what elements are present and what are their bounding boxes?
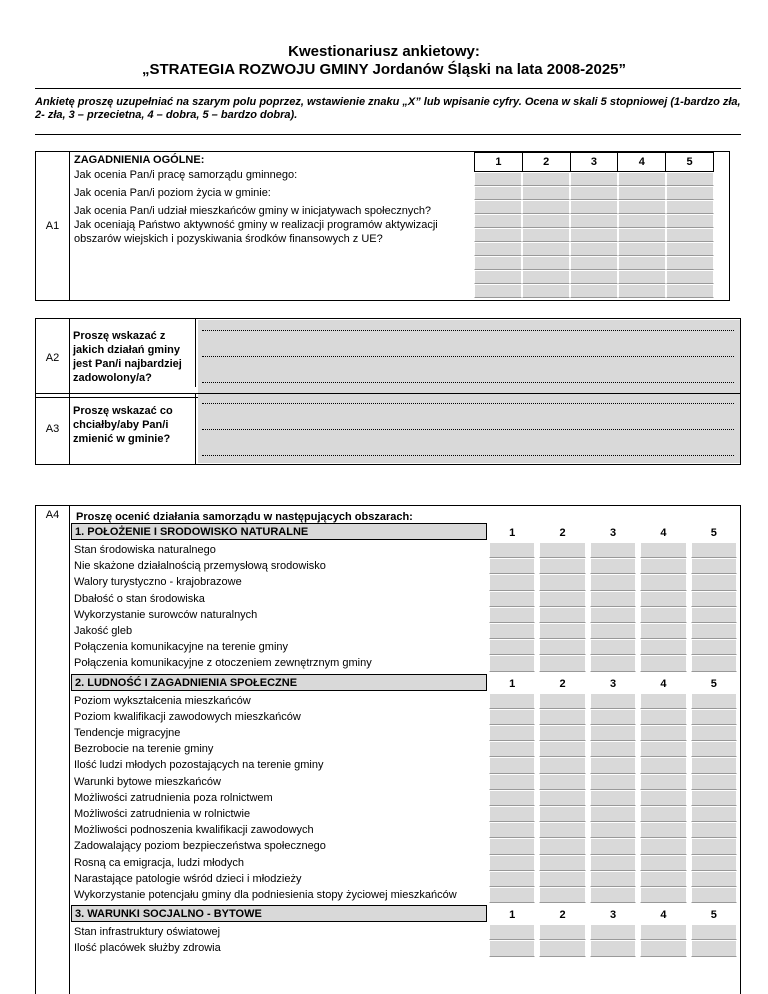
scale-number: 2 <box>559 527 566 539</box>
answer-cell[interactable] <box>522 186 570 200</box>
rating-cell[interactable] <box>590 822 636 838</box>
rating-cell[interactable] <box>539 871 585 887</box>
rating-row <box>487 774 739 790</box>
answer-cell[interactable] <box>618 284 666 298</box>
rating-cell[interactable] <box>489 623 535 639</box>
rating-cell[interactable] <box>590 542 636 558</box>
answer-cell[interactable] <box>666 256 714 270</box>
rating-item-label: Nie skażone działalnością przemysłową srodowisko <box>74 560 326 573</box>
rating-item-label: Połączenia komunikacyjne na terenie gminy <box>74 641 289 654</box>
answer-cell[interactable] <box>522 270 570 284</box>
answer-cell[interactable] <box>570 256 618 270</box>
rating-cell[interactable] <box>489 774 535 790</box>
a1-question: Jak ocenia Pan/i udział mieszkańców gminy w inicjatywach społecznych? <box>74 205 432 217</box>
answer-cell[interactable] <box>618 242 666 256</box>
rating-item-label: Możliwości zatrudnienia poza rolnictwem <box>74 791 273 804</box>
rating-cell[interactable] <box>590 806 636 822</box>
answer-cell[interactable] <box>570 284 618 298</box>
rating-item-label: Ilość ludzi młodych pozostających na terenie gminy <box>74 759 324 772</box>
rating-item-label: Jakość gleb <box>74 625 133 637</box>
rating-item-label: Dbałość o stan środowiska <box>74 592 205 605</box>
rating-cell[interactable] <box>539 887 585 903</box>
answer-cell[interactable] <box>522 242 570 256</box>
rating-row <box>487 542 739 558</box>
rating-cell[interactable] <box>489 709 535 725</box>
scale-number: 2 <box>559 909 566 922</box>
scale-number: 4 <box>660 677 667 690</box>
rating-cell[interactable] <box>590 639 636 655</box>
rating-cell[interactable] <box>590 607 636 623</box>
a1-answer-grid[interactable] <box>474 172 714 298</box>
rating-cell[interactable] <box>489 887 535 903</box>
answer-row <box>474 242 714 256</box>
scale-number: 1 <box>509 677 516 690</box>
scale-4: 4 <box>618 153 666 171</box>
answer-cell[interactable] <box>666 214 714 228</box>
a3-answer-field[interactable] <box>198 395 740 463</box>
rating-item-label: Wykorzystanie potencjału gminy dla podniesienia stopy życiowej mieszkańców <box>74 889 457 901</box>
rating-cell[interactable] <box>691 542 737 558</box>
answer-cell[interactable] <box>522 200 570 214</box>
rating-row <box>487 822 739 838</box>
answer-line[interactable] <box>202 455 734 456</box>
rating-cell[interactable] <box>590 757 636 773</box>
rating-cell[interactable] <box>489 591 535 607</box>
divider <box>35 88 741 89</box>
scale-number: 1 <box>509 909 516 922</box>
answer-cell[interactable] <box>570 200 618 214</box>
a1-question: Jak ocenia Pan/i pracę samorządu gminnego: <box>74 169 298 181</box>
rating-cell[interactable] <box>539 774 585 790</box>
rating-item-label: Zadowalający poziom bezpieczeństwa społecznego <box>74 840 326 853</box>
rating-item-label: Warunki bytowe mieszkańców <box>74 775 221 788</box>
rating-cell[interactable] <box>590 709 636 725</box>
rating-row <box>487 623 739 639</box>
rating-cell[interactable] <box>640 558 686 574</box>
rating-cell[interactable] <box>691 639 737 655</box>
answer-line[interactable] <box>202 356 734 357</box>
answer-cell[interactable] <box>570 186 618 200</box>
rating-cell[interactable] <box>539 542 585 558</box>
rating-cell[interactable] <box>590 790 636 806</box>
answer-row <box>474 284 714 298</box>
rating-item-label: Połączenia komunikacyjne z otoczeniem zewnętrznym gminy <box>74 657 372 670</box>
answer-cell[interactable] <box>570 242 618 256</box>
divider <box>35 134 741 135</box>
section-title: 2. LUDNOŚĆ I ZAGADNIENIA SPOŁECZNE <box>71 674 487 691</box>
rating-cell[interactable] <box>640 542 686 558</box>
rating-cell[interactable] <box>590 924 636 940</box>
a2-label: A2 <box>36 319 70 397</box>
answer-cell[interactable] <box>618 200 666 214</box>
a1-box <box>35 151 730 301</box>
a1-scale-header <box>474 152 714 172</box>
rating-cell[interactable] <box>489 607 535 623</box>
rating-cell[interactable] <box>590 838 636 854</box>
answer-cell[interactable] <box>666 228 714 242</box>
scale-number: 1 <box>509 527 516 539</box>
page-title: Kwestionariusz ankietowy: <box>288 43 480 60</box>
answer-cell[interactable] <box>474 242 522 256</box>
section-scale-header <box>487 909 739 921</box>
rating-item-label: Rosną ca emigracja, ludzi młodych <box>74 856 244 869</box>
rating-cell[interactable] <box>489 558 535 574</box>
answer-cell[interactable] <box>618 256 666 270</box>
rating-row <box>487 757 739 773</box>
scale-2: 2 <box>523 153 571 171</box>
rating-row <box>487 607 739 623</box>
answer-row <box>474 214 714 228</box>
rating-cell[interactable] <box>691 591 737 607</box>
rating-cell[interactable] <box>590 774 636 790</box>
rating-cell[interactable] <box>691 774 737 790</box>
rating-cell[interactable] <box>489 542 535 558</box>
rating-cell[interactable] <box>640 871 686 887</box>
rating-cell[interactable] <box>539 757 585 773</box>
rating-cell[interactable] <box>590 591 636 607</box>
rating-cell[interactable] <box>691 790 737 806</box>
rating-row <box>487 574 739 590</box>
answer-cell[interactable] <box>474 214 522 228</box>
rating-cell[interactable] <box>539 924 585 940</box>
rating-cell[interactable] <box>691 623 737 639</box>
scale-number: 2 <box>559 677 566 690</box>
answer-row <box>474 172 714 186</box>
answer-cell[interactable] <box>666 242 714 256</box>
rating-cell[interactable] <box>539 940 585 956</box>
rating-cell[interactable] <box>489 822 535 838</box>
rating-row <box>487 940 739 956</box>
rating-cell[interactable] <box>640 741 686 757</box>
rating-cell[interactable] <box>640 940 686 956</box>
rating-cell[interactable] <box>640 607 686 623</box>
rating-cell[interactable] <box>539 655 585 671</box>
rating-item-label: Możliwości zatrudnienia w rolnictwie <box>74 808 251 820</box>
rating-cell[interactable] <box>640 806 686 822</box>
answer-cell[interactable] <box>570 172 618 186</box>
rating-cell[interactable] <box>590 558 636 574</box>
rating-row <box>487 838 739 854</box>
rating-row <box>487 693 739 709</box>
scale-5: 5 <box>686 156 693 168</box>
rating-row <box>487 655 739 671</box>
answer-cell[interactable] <box>618 228 666 242</box>
rating-cell[interactable] <box>640 855 686 871</box>
answer-cell[interactable] <box>474 172 522 186</box>
a3-label: A3 <box>36 394 70 464</box>
rating-cell[interactable] <box>539 623 585 639</box>
rating-cell[interactable] <box>539 607 585 623</box>
rating-cell[interactable] <box>640 757 686 773</box>
rating-cell[interactable] <box>590 940 636 956</box>
rating-cell[interactable] <box>539 790 585 806</box>
a3-question: Proszę wskazać co chciałby/aby Pan/i zmienić w gminie? <box>71 394 196 464</box>
rating-item-label: Walory turystyczno - krajobrazowe <box>74 576 242 589</box>
rating-cell[interactable] <box>590 693 636 709</box>
rating-cell[interactable] <box>590 623 636 639</box>
a2-box <box>35 318 741 398</box>
answer-cell[interactable] <box>666 172 714 186</box>
rating-cell[interactable] <box>691 940 737 956</box>
rating-row <box>487 639 739 655</box>
answer-cell[interactable] <box>474 200 522 214</box>
section-title: 1. POŁOŻENIE I SRODOWISKO NATURALNE <box>71 523 487 540</box>
rating-cell[interactable] <box>489 838 535 854</box>
rating-cell[interactable] <box>590 855 636 871</box>
rating-cell[interactable] <box>691 822 737 838</box>
rating-cell[interactable] <box>590 887 636 903</box>
a2-question: Proszę wskazać z jakich działań gminy jest Pan/i najbardziej zadowolony/a? <box>71 319 196 387</box>
section-title: 3. WARUNKI SOCJALNO - BYTOWE <box>71 905 487 922</box>
answer-cell[interactable] <box>570 270 618 284</box>
rating-cell[interactable] <box>691 757 737 773</box>
a1-label: A1 <box>36 152 70 300</box>
rating-cell[interactable] <box>640 822 686 838</box>
rating-cell[interactable] <box>640 693 686 709</box>
rating-cell[interactable] <box>489 940 535 956</box>
page-subtitle: „STRATEGIA ROZWOJU GMINY Jordanów Śląski na lata 2008-2025” <box>141 61 627 78</box>
answer-cell[interactable] <box>570 214 618 228</box>
answer-cell[interactable] <box>474 284 522 298</box>
rating-cell[interactable] <box>691 709 737 725</box>
answer-cell[interactable] <box>522 214 570 228</box>
answer-line[interactable] <box>202 330 734 331</box>
rating-item-label: Możliwości podnoszenia kwalifikacji zawodowych <box>74 824 314 837</box>
rating-cell[interactable] <box>691 924 737 940</box>
rating-cell[interactable] <box>691 655 737 671</box>
rating-row <box>487 725 739 741</box>
rating-cell[interactable] <box>640 924 686 940</box>
answer-cell[interactable] <box>474 228 522 242</box>
rating-cell[interactable] <box>489 639 535 655</box>
scale-number: 4 <box>660 909 667 922</box>
rating-cell[interactable] <box>691 806 737 822</box>
answer-row <box>474 228 714 242</box>
rating-cell[interactable] <box>539 639 585 655</box>
rating-row <box>487 887 739 903</box>
rating-cell[interactable] <box>691 558 737 574</box>
rating-cell[interactable] <box>489 924 535 940</box>
answer-cell[interactable] <box>474 256 522 270</box>
rating-cell[interactable] <box>489 790 535 806</box>
rating-cell[interactable] <box>539 558 585 574</box>
rating-cell[interactable] <box>691 741 737 757</box>
answer-cell[interactable] <box>570 228 618 242</box>
a2-answer-field[interactable] <box>198 320 740 396</box>
rating-cell[interactable] <box>640 655 686 671</box>
rating-item-label: Poziom kwalifikacji zawodowych mieszkańców <box>74 710 301 723</box>
answer-row <box>474 256 714 270</box>
rating-cell[interactable] <box>691 871 737 887</box>
rating-cell[interactable] <box>590 725 636 741</box>
rating-cell[interactable] <box>489 806 535 822</box>
rating-cell[interactable] <box>640 725 686 741</box>
rating-cell[interactable] <box>590 574 636 590</box>
rating-cell[interactable] <box>640 887 686 903</box>
answer-cell[interactable] <box>666 284 714 298</box>
answer-cell[interactable] <box>666 270 714 284</box>
rating-item-label: Stan infrastruktury oświatowej <box>74 926 221 939</box>
rating-cell[interactable] <box>539 693 585 709</box>
rating-cell[interactable] <box>590 871 636 887</box>
rating-cell[interactable] <box>539 574 585 590</box>
rating-row <box>487 591 739 607</box>
rating-row <box>487 741 739 757</box>
rating-item-label: Tendencje migracyjne <box>74 727 181 739</box>
answer-cell[interactable] <box>618 214 666 228</box>
rating-cell[interactable] <box>539 741 585 757</box>
rating-cell[interactable] <box>489 693 535 709</box>
rating-cell[interactable] <box>539 838 585 854</box>
rating-item-label: Bezrobocie na terenie gminy <box>74 743 214 756</box>
rating-cell[interactable] <box>489 655 535 671</box>
a4-label: A4 <box>36 506 70 994</box>
a4-intro: Proszę ocenić działania samorządu w następujących obszarach: <box>76 511 413 523</box>
rating-cell[interactable] <box>691 838 737 854</box>
rating-cell[interactable] <box>489 757 535 773</box>
rating-row <box>487 871 739 887</box>
scale-1: 1 <box>475 153 523 171</box>
rating-item-label: Poziom wykształcenia mieszkańców <box>74 694 251 707</box>
scale-number: 5 <box>710 909 717 922</box>
rating-row <box>487 709 739 725</box>
scale-number: 5 <box>710 677 717 690</box>
rating-cell[interactable] <box>489 871 535 887</box>
answer-cell[interactable] <box>618 172 666 186</box>
a1-question: Jak ocenia Pan/i poziom życia w gminie: <box>74 187 271 199</box>
answer-cell[interactable] <box>522 256 570 270</box>
rating-cell[interactable] <box>640 790 686 806</box>
rating-cell[interactable] <box>640 574 686 590</box>
rating-item-label: Ilość placówek służby zdrowia <box>74 942 221 955</box>
answer-line[interactable] <box>202 403 734 404</box>
rating-row <box>487 558 739 574</box>
rating-cell[interactable] <box>590 655 636 671</box>
rating-item-label: Wykorzystanie surowców naturalnych <box>74 608 258 621</box>
answer-cell[interactable] <box>666 186 714 200</box>
a1-question: Jak oceniają Państwo aktywność gminy w realizacji programów aktywizacji obszarów wiejskich i pozyskiwania środków finansowych z UE? <box>74 219 438 245</box>
answer-line[interactable] <box>202 429 734 430</box>
rating-cell[interactable] <box>691 887 737 903</box>
answer-cell[interactable] <box>618 270 666 284</box>
rating-cell[interactable] <box>640 709 686 725</box>
answer-row <box>474 270 714 284</box>
rating-cell[interactable] <box>640 591 686 607</box>
rating-cell[interactable] <box>539 806 585 822</box>
scale-number: 3 <box>609 677 617 690</box>
answer-row <box>474 186 714 200</box>
answer-cell[interactable] <box>522 284 570 298</box>
rating-cell[interactable] <box>691 693 737 709</box>
rating-item-label: Narastające patologie wśród dzieci i młodzieży <box>74 872 302 885</box>
rating-cell[interactable] <box>539 822 585 838</box>
rating-cell[interactable] <box>691 574 737 590</box>
section-scale-header <box>487 527 739 539</box>
answer-line[interactable] <box>202 382 734 383</box>
rating-cell[interactable] <box>539 725 585 741</box>
rating-row <box>487 924 739 940</box>
rating-row <box>487 855 739 871</box>
answer-row <box>474 200 714 214</box>
rating-cell[interactable] <box>691 725 737 741</box>
scale-number: 5 <box>710 527 717 539</box>
scale-3: 3 <box>571 153 619 171</box>
scale-number: 4 <box>660 527 667 539</box>
rating-cell[interactable] <box>590 741 636 757</box>
answer-cell[interactable] <box>474 270 522 284</box>
section-scale-header <box>487 678 739 690</box>
answer-cell[interactable] <box>522 172 570 186</box>
rating-cell[interactable] <box>489 855 535 871</box>
rating-cell[interactable] <box>640 774 686 790</box>
rating-row <box>487 806 739 822</box>
a3-box <box>35 393 741 465</box>
rating-cell[interactable] <box>489 741 535 757</box>
rating-cell[interactable] <box>640 639 686 655</box>
rating-cell[interactable] <box>539 709 585 725</box>
scale-number: 3 <box>609 909 617 922</box>
answer-cell[interactable] <box>474 186 522 200</box>
rating-cell[interactable] <box>640 623 686 639</box>
rating-cell[interactable] <box>539 855 585 871</box>
rating-cell[interactable] <box>691 607 737 623</box>
rating-cell[interactable] <box>489 725 535 741</box>
rating-item-label: Stan środowiska naturalnego <box>74 544 216 556</box>
scale-number: 3 <box>609 527 617 539</box>
rating-cell[interactable] <box>640 838 686 854</box>
answer-cell[interactable] <box>522 228 570 242</box>
instructions: Ankietę proszę uzupełniać na szarym polu poprzez, wstawienie znaku „X” lub wpisanie cyfry. Ocena w skali 5 stopniowej (1-bardzo zła, 2- zła, 3 – przecietna, 4 – dobra, 5 – bardzo dobra). <box>35 96 741 121</box>
rating-cell[interactable] <box>539 591 585 607</box>
a4-box <box>35 505 741 994</box>
rating-cell[interactable] <box>489 574 535 590</box>
rating-row <box>487 790 739 806</box>
a1-heading: ZAGADNIENIA OGÓLNE: <box>74 154 205 166</box>
answer-cell[interactable] <box>666 200 714 214</box>
rating-cell[interactable] <box>691 855 737 871</box>
answer-cell[interactable] <box>618 186 666 200</box>
